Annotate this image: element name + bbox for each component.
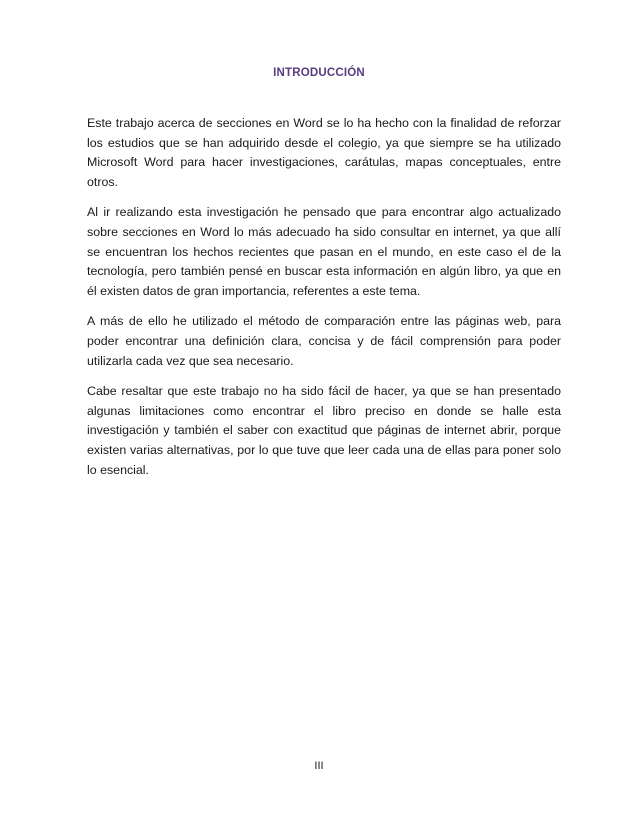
paragraph-1: Este trabajo acerca de secciones en Word se lo ha hecho con la finalidad de reforzar los estudios que se han adquirido desde el colegio, ya que siempre se ha utilizado Microsoft Word para hacer investigaciones, carátulas, mapas conceptuales, entre otros.: [87, 116, 561, 189]
paragraph-2: Al ir realizando esta investigación he pensado que para encontrar algo actualizado sobre secciones en Word lo más adecuado ha sido consultar en internet, ya que allí se encuentran los hechos recientes que pasan en el mundo, en este caso el de la tecnología, pero también pensé en buscar esta información en algún libro, ya que en él existen datos de gran importancia, referentes a este tema.: [87, 205, 561, 298]
document-title: INTRODUCCIÓN: [273, 67, 365, 79]
paragraph-4: Cabe resaltar que este trabajo no ha sido fácil de hacer, ya que se han presentado algunas limitaciones como encontrar el libro preciso en donde se halle esta investigación y también el saber con exactitud que páginas de internet abrir, porque existen varias alternativas, por lo que tuve que leer cada una de ellas para poner solo lo esencial.: [87, 384, 561, 477]
page-number: III: [314, 760, 324, 772]
document-body: [87, 114, 561, 491]
paragraph-3: A más de ello he utilizado el método de comparación entre las páginas web, para poder encontrar una definición clara, concisa y de fácil comprensión para poder utilizarla cada vez que sea necesario.: [87, 314, 561, 368]
